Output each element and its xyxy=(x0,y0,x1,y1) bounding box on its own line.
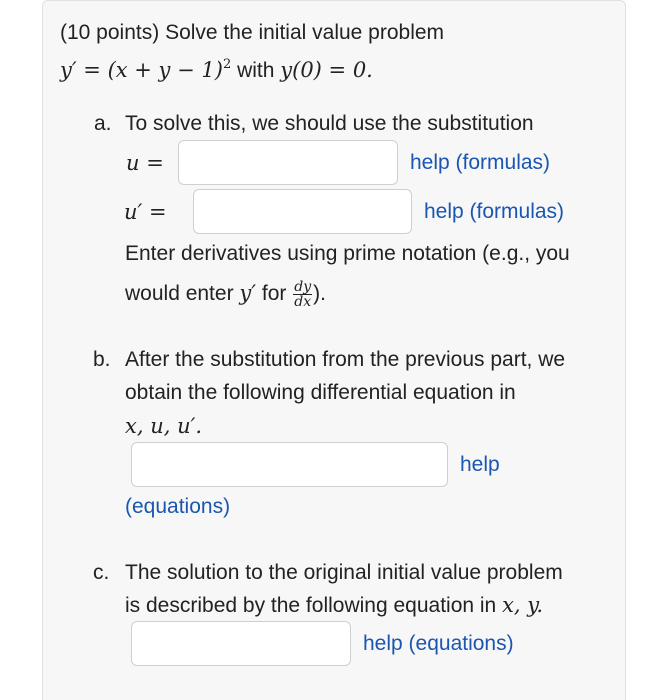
problem-statement xyxy=(60,20,444,46)
uprime-label: u′ = xyxy=(124,200,167,224)
part-c-vars: x, y. xyxy=(502,593,544,617)
ode-exponent: 2 xyxy=(222,57,232,72)
u-label: u = xyxy=(126,151,164,175)
part-b-help-equations-link[interactable]: (equations) xyxy=(125,495,231,518)
fraction-numerator: dy xyxy=(294,279,312,295)
note-prefix: would enter xyxy=(125,282,234,306)
part-b-vars: x, u, u′. xyxy=(125,414,203,438)
problem-equation-line xyxy=(60,57,373,84)
part-a-letter: a. xyxy=(94,112,112,135)
fraction-denominator: dx xyxy=(294,294,312,310)
part-b-help-link[interactable]: help xyxy=(460,453,500,476)
initial-condition: y(0) = 0. xyxy=(280,58,373,82)
part-b-input[interactable] xyxy=(131,442,448,487)
problem-intro: Solve the initial value problem xyxy=(165,21,445,44)
derivative-note-line1: Enter derivatives using prime notation (e.g., you xyxy=(125,242,570,265)
part-c-letter: c. xyxy=(93,561,110,584)
u-input[interactable] xyxy=(178,140,398,185)
part-c-line2-text: is described by the following equation in xyxy=(125,594,497,617)
points-label: (10 points) xyxy=(60,21,160,44)
part-c-line1: The solution to the original initial value problem xyxy=(125,561,563,584)
dy-dx-fraction xyxy=(293,280,312,309)
part-b-letter: b. xyxy=(93,348,111,371)
part-c-input[interactable] xyxy=(131,621,351,666)
part-c-help-link[interactable]: help (equations) xyxy=(363,632,514,655)
part-a-instruction: To solve this, we should use the substitution xyxy=(125,112,534,135)
derivative-note-line2 xyxy=(125,280,326,309)
note-end: ). xyxy=(313,282,326,306)
part-b-line1: After the substitution from the previous part, we xyxy=(125,348,566,371)
part-b-line2: obtain the following differential equation in xyxy=(125,381,516,404)
note-y-prime: y′ xyxy=(239,281,257,306)
uprime-input[interactable] xyxy=(193,189,412,234)
note-for: for xyxy=(261,282,287,306)
part-c-line2 xyxy=(125,592,543,619)
uprime-help-link[interactable]: help (formulas) xyxy=(424,200,565,223)
u-help-link[interactable]: help (formulas) xyxy=(410,151,551,174)
with-text: with xyxy=(237,59,275,82)
ode-equation: y′ = (x + y − 1) xyxy=(60,58,223,82)
